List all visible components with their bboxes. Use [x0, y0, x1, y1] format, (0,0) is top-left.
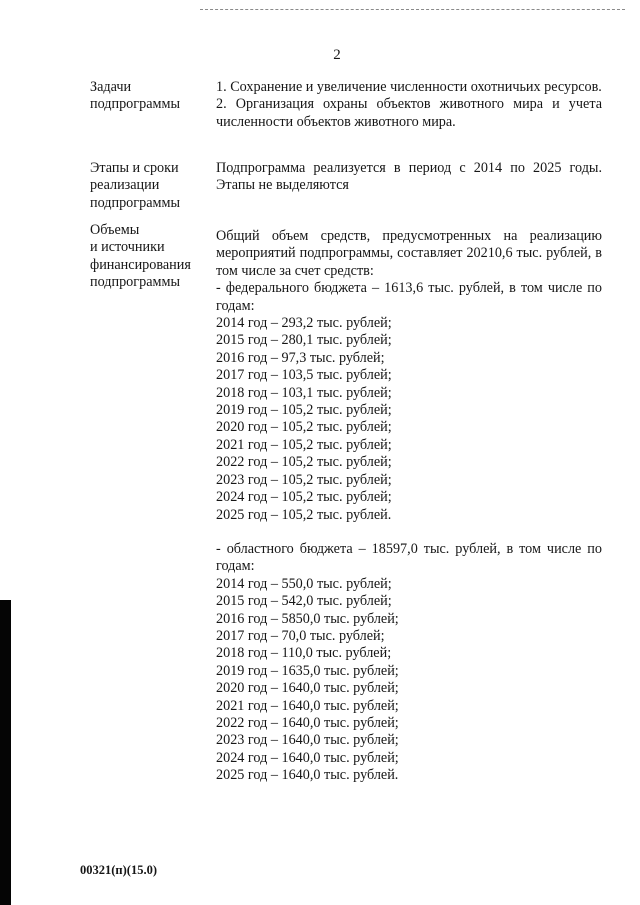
row-value: [216, 79, 602, 131]
document-code: 00321(п)(15.0): [80, 863, 157, 877]
scan-top-rule: [200, 9, 625, 10]
federal-year-line: 2022 год – 105,2 тыс. рублей;: [216, 454, 392, 471]
regional-year-line: 2020 год – 1640,0 тыс. рублей;: [216, 680, 399, 697]
regional-year-line: 2019 год – 1635,0 тыс. рублей;: [216, 662, 399, 679]
spacer: [216, 524, 602, 541]
funding-intro: Общий объем средств, предусмотренных на реализацию мероприятий подпрограммы, составляет 20210,6 тыс. рублей, в том числе за счет средств:: [216, 228, 602, 279]
row-label: [90, 79, 210, 114]
regional-year-line: 2022 год – 1640,0 тыс. рублей;: [216, 714, 399, 731]
federal-year-line: 2014 год – 293,2 тыс. рублей;: [216, 315, 392, 332]
row-value: [216, 228, 602, 785]
regional-year-line: 2018 год – 110,0 тыс. рублей;: [216, 645, 392, 662]
row-value: [216, 160, 602, 195]
regional-year-line: 2014 год – 550,0 тыс. рублей;: [216, 575, 392, 592]
label-line: реализации: [90, 177, 160, 194]
label-line: подпрограммы: [90, 194, 180, 211]
federal-year-line: 2021 год – 105,2 тыс. рублей;: [216, 436, 392, 453]
regional-year-line: 2023 год – 1640,0 тыс. рублей;: [216, 732, 399, 749]
federal-year-line: 2025 год – 105,2 тыс. рублей.: [216, 506, 392, 523]
label-line: Задачи: [90, 79, 132, 95]
federal-heading: - федерального бюджета – 1613,6 тыс. рублей, в том числе по годам:: [216, 280, 602, 314]
regional-heading: - областного бюджета – 18597,0 тыс. рублей, в том числе по годам:: [216, 540, 602, 575]
label-line: Объемы: [90, 222, 140, 238]
federal-year-line: 2020 год – 105,2 тыс. рублей;: [216, 419, 392, 436]
federal-year-line: 2017 год – 103,5 тыс. рублей;: [216, 367, 392, 384]
federal-year-line: 2015 год – 280,1 тыс. рублей;: [216, 332, 392, 349]
regional-year-line: 2016 год – 5850,0 тыс. рублей;: [216, 610, 399, 627]
scan-edge-shadow: [0, 600, 11, 905]
label-line: и источники: [90, 239, 165, 256]
regional-year-line: 2017 год – 70,0 тыс. рублей;: [216, 627, 385, 644]
row-label: [90, 160, 210, 212]
label-line: подпрограммы: [90, 96, 180, 113]
regional-year-line: 2024 год – 1640,0 тыс. рублей;: [216, 749, 399, 766]
row-label: [90, 222, 210, 292]
task-paragraph: 1. Сохранение и увеличение численности охотничьих ресурсов.: [216, 79, 602, 95]
federal-year-line: 2018 год – 103,1 тыс. рублей;: [216, 384, 392, 401]
regional-year-line: 2015 год – 542,0 тыс. рублей;: [216, 593, 392, 610]
label-line: подпрограммы: [90, 274, 180, 291]
label-line: Этапы и сроки: [90, 160, 179, 176]
stages-paragraph: Подпрограмма реализуется в период с 2014 по 2025 годы. Этапы не выделяются: [216, 160, 602, 194]
regional-year-line: 2021 год – 1640,0 тыс. рублей;: [216, 697, 399, 714]
federal-year-line: 2019 год – 105,2 тыс. рублей;: [216, 402, 392, 419]
page-number: 2: [333, 47, 341, 63]
regional-year-line: 2025 год – 1640,0 тыс. рублей.: [216, 767, 399, 784]
label-line: финансирования: [90, 256, 191, 273]
federal-year-line: 2024 год – 105,2 тыс. рублей;: [216, 489, 392, 506]
task-paragraph: 2. Организация охраны объектов животного мира и учета численности объектов животного мира.: [216, 96, 602, 130]
federal-year-line: 2016 год – 97,3 тыс. рублей;: [216, 349, 385, 366]
federal-year-line: 2023 год – 105,2 тыс. рублей;: [216, 471, 392, 488]
